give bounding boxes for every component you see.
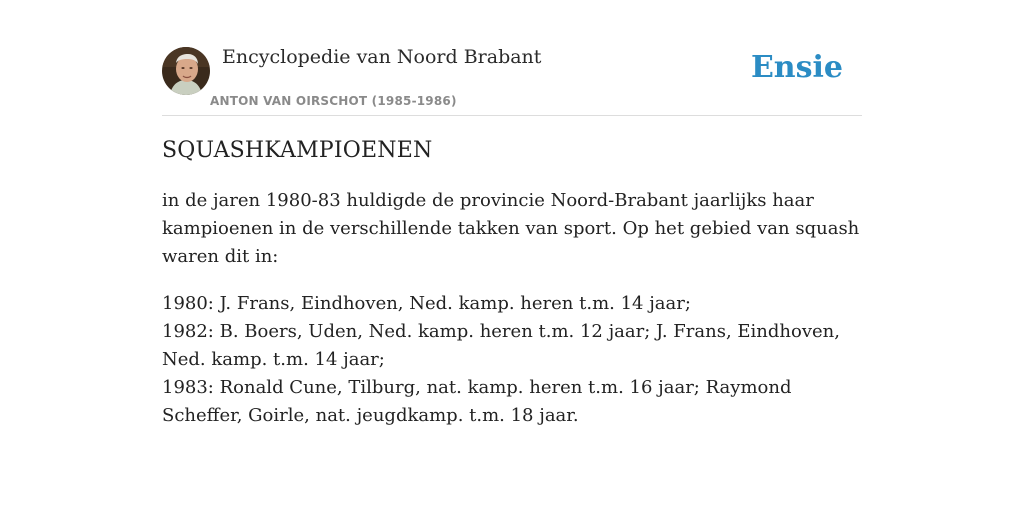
article-intro: in de jaren 1980-83 huldigde de provincie Noord-Brabant jaarlijks haar kampioenen in de verschillende takken van sport. Op het gebied van squash waren dit in: — [162, 190, 860, 267]
champion-line-1980: 1980: J. Frans, Eindhoven, Ned. kamp. heren t.m. 14 jaar; — [162, 293, 691, 314]
champion-line-1983: 1983: Ronald Cune, Tilburg, nat. kamp. heren t.m. 16 jaar; Raymond Scheffer, Goirle, nat. jeugdkamp. t.m. 18 jaar. — [162, 377, 792, 426]
page-header — [162, 44, 862, 116]
page-title: SQUASHKAMPIOENEN — [162, 138, 433, 163]
source-title[interactable]: Encyclopedie van Noord Brabant — [222, 46, 542, 68]
author-portrait-icon — [162, 47, 210, 95]
champion-line-1982: 1982: B. Boers, Uden, Ned. kamp. heren t.m. 12 jaar; J. Frans, Eindhoven, Ned. kamp. t.m. 14 jaar; — [162, 321, 840, 370]
champions-list — [162, 290, 862, 430]
avatar — [162, 47, 210, 95]
ensie-logo[interactable]: Ensie — [750, 50, 843, 85]
article — [162, 138, 862, 430]
author-name[interactable]: ANTON VAN OIRSCHOT (1985-1986) — [210, 94, 457, 108]
